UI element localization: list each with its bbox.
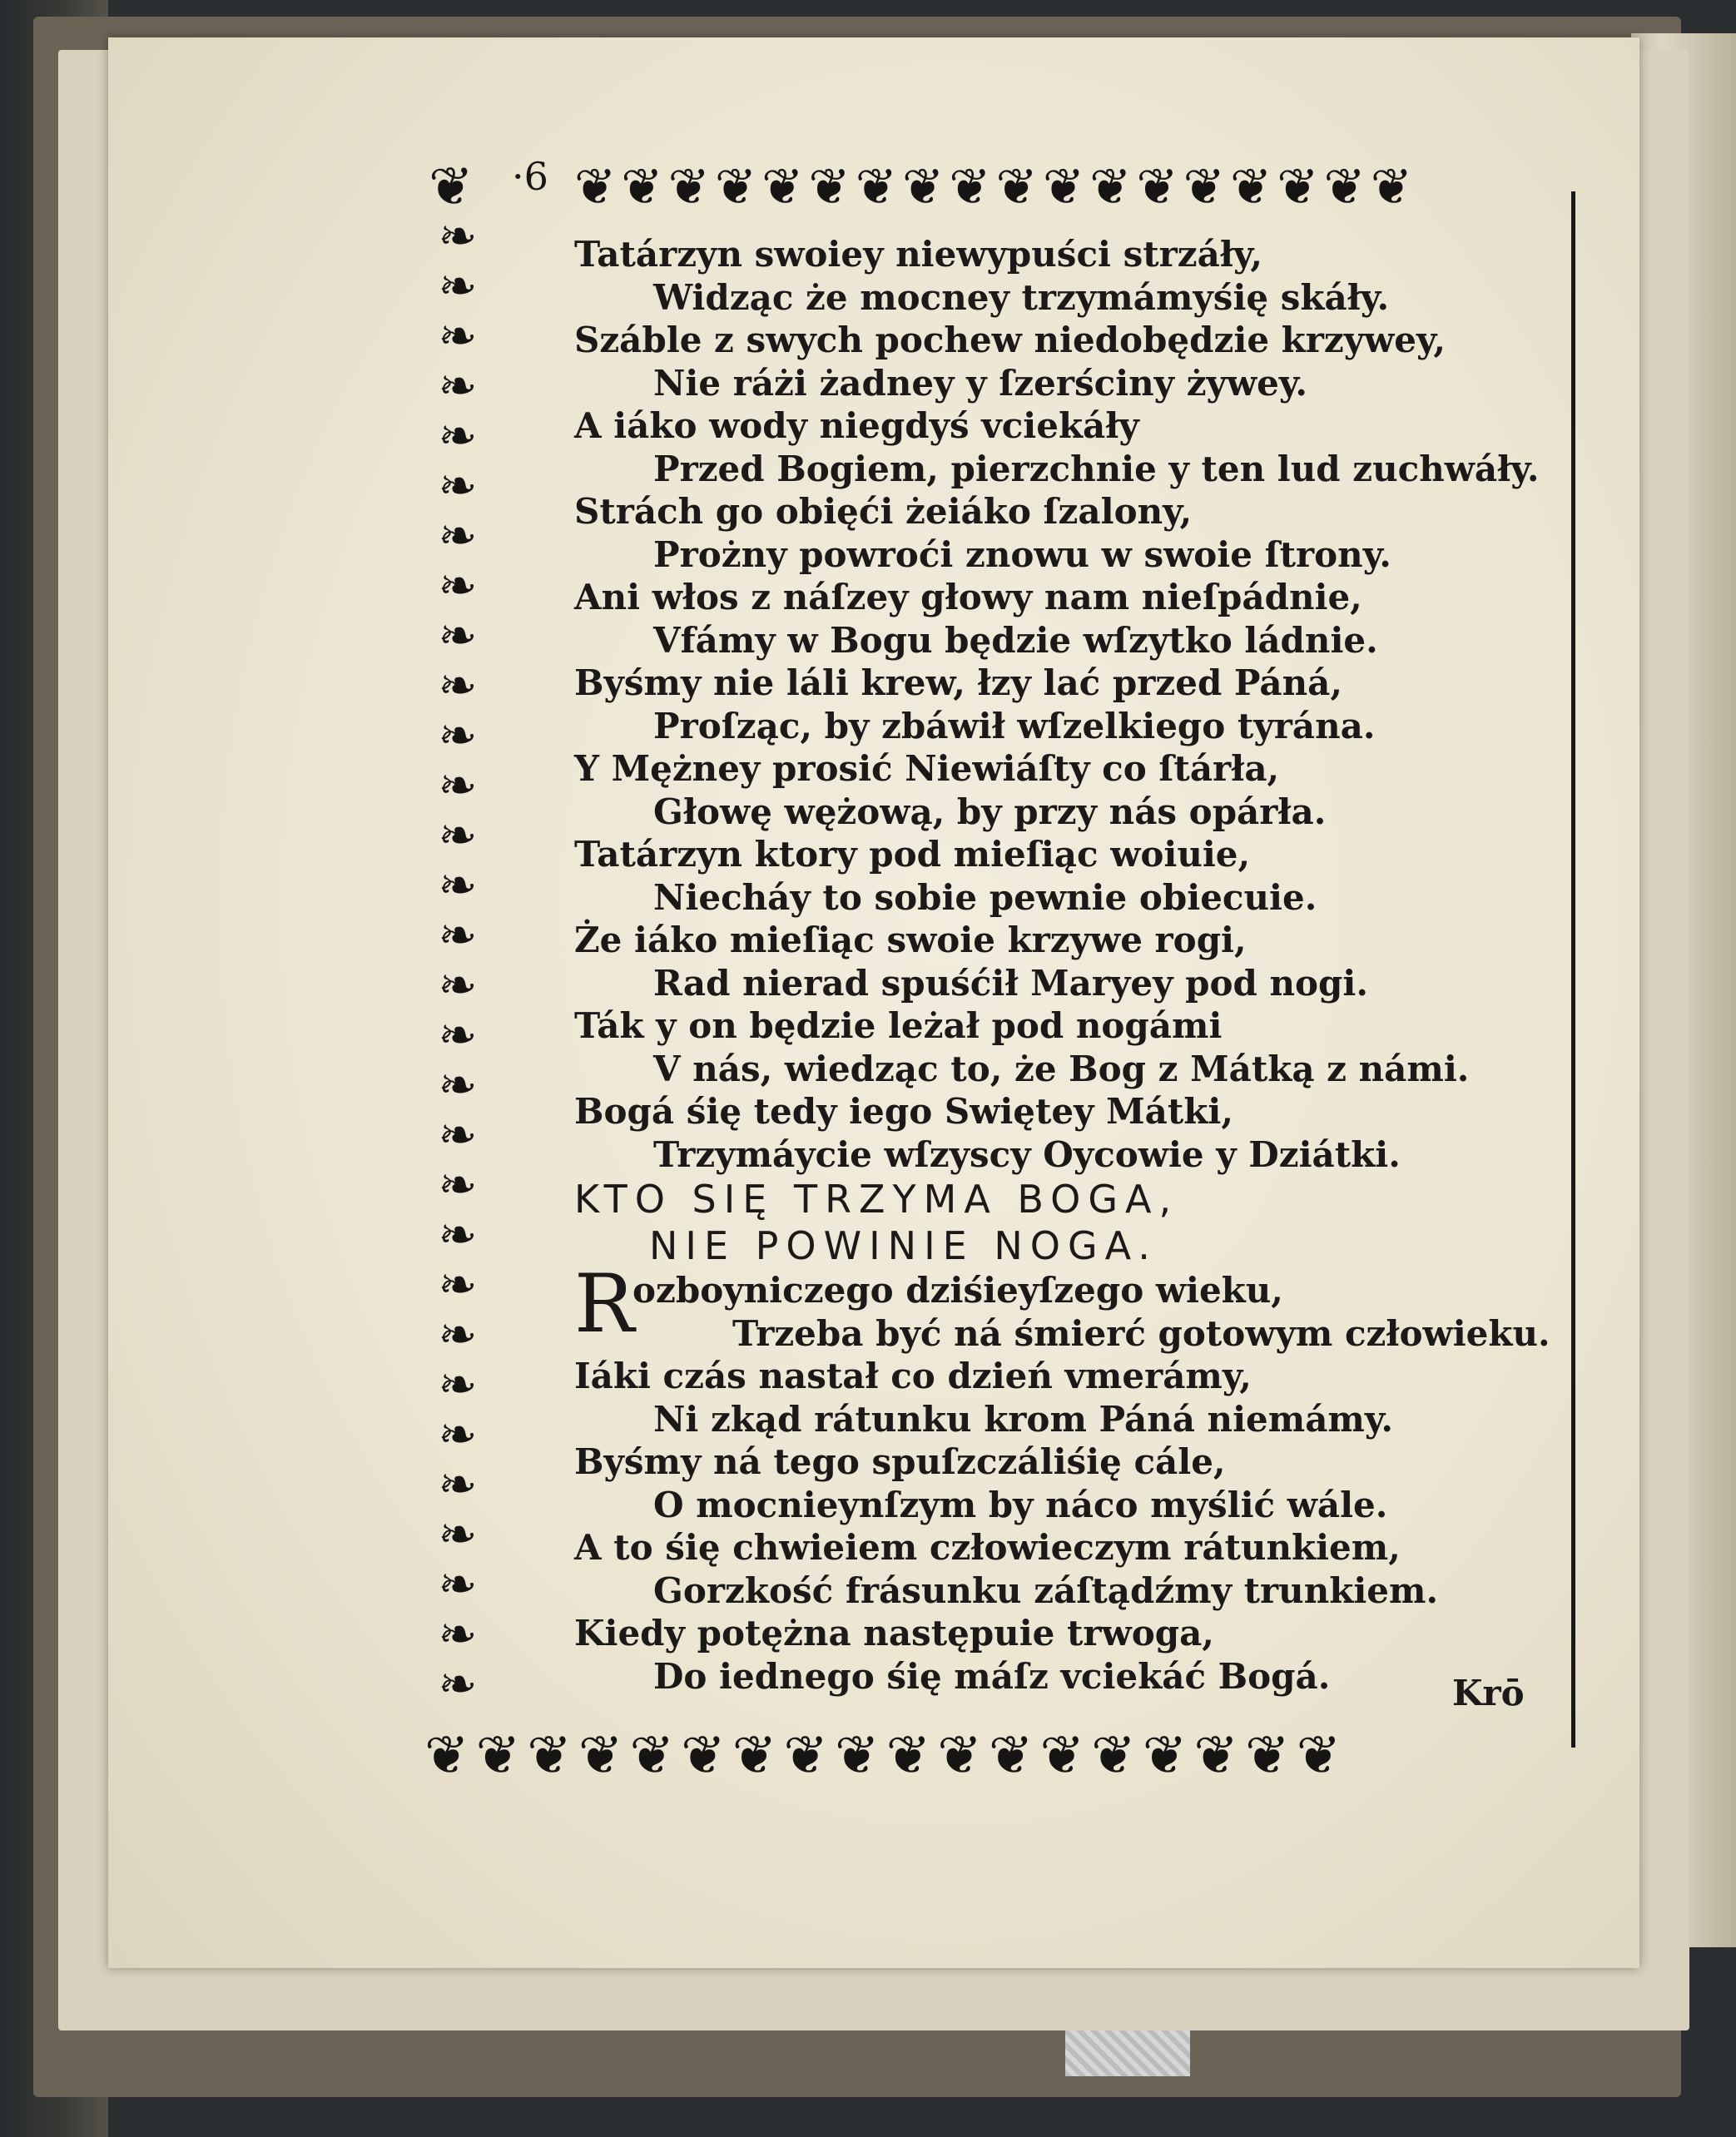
fleuron-ornament: ❦ [621, 158, 668, 216]
fleuron-ornament: ❧ [438, 809, 478, 863]
repair-tape [1065, 2030, 1190, 2076]
fleuron-ornament: ❧ [438, 1558, 478, 1612]
fleuron-ornament: ❦ [949, 158, 996, 216]
fleuron-ornament: ❧ [438, 659, 478, 713]
fleuron-ornament: ❦ [714, 158, 762, 216]
left-ornamental-border [420, 212, 495, 1702]
fleuron-ornament: ❧ [438, 559, 478, 613]
fleuron-ornament: ❦ [667, 158, 715, 216]
fleuron-ornament: ❧ [438, 759, 478, 813]
fleuron-ornament: ❦ [1183, 158, 1230, 216]
corner-ornament-glyph: ❦ [429, 156, 474, 218]
fleuron-ornament: ❦ [1193, 1725, 1245, 1787]
verse-line: A iáko wody niegdyś vciekáły [574, 405, 1139, 446]
fleuron-ornament: ❧ [438, 359, 478, 414]
verse-line: Ani włos z náſzey głowy nam nieſpádnie, [574, 577, 1362, 617]
verse-line: Przed Bogiem, pierzchnie y ten lud zuchwáły. [653, 448, 1540, 489]
fleuron-ornament: ❧ [438, 959, 478, 1013]
verse-line: Widząc że mocney trzymámyśię skáły. [653, 276, 1390, 318]
verse-line: O mocnieynſzym by náco myślić wále. [653, 1484, 1388, 1525]
verse-line: Byśmy ná tego spuſzczáliśię cále, [574, 1441, 1226, 1482]
fleuron-ornament: ❦ [629, 1725, 682, 1787]
fleuron-ornament: ❦ [783, 1725, 835, 1787]
verse-line: Ni zkąd rátunku krom Páná niemámy. [653, 1398, 1394, 1440]
fleuron-ornament: ❧ [438, 859, 478, 913]
fleuron-ornament: ❧ [438, 709, 478, 763]
fleuron-ornament: ❦ [885, 1725, 938, 1787]
verse-line: Trzeba być ná śmierć gotowym człowieku. [732, 1312, 1550, 1354]
page-number-value: 6 [523, 154, 548, 199]
verse-line: Niecháy to sobie pewnie obiecuie. [653, 876, 1317, 918]
fleuron-ornament: ❧ [438, 609, 478, 663]
fleuron-ornament: ❦ [681, 1725, 732, 1787]
poem-text-block [574, 233, 1565, 1698]
verse-line: Trzymáycie wſzyscy Oycowie y Dziátki. [653, 1133, 1401, 1175]
fleuron-ornament: ❧ [438, 459, 478, 513]
corner-ornament [429, 158, 474, 216]
fleuron-ornament: ❦ [1042, 158, 1090, 216]
verse-line: Że iáko mieſiąc swoie krzywe rogi, [574, 920, 1247, 960]
fleuron-ornament: ❦ [1229, 158, 1277, 216]
fleuron-ornament: ❧ [438, 509, 478, 563]
fleuron-ornament: ❧ [438, 1009, 478, 1063]
fleuron-ornament: ❧ [438, 1258, 478, 1312]
fleuron-ornament: ❧ [438, 1608, 478, 1662]
fleuron-ornament: ❦ [1039, 1725, 1092, 1787]
fleuron-ornament: ❦ [1277, 158, 1324, 216]
fleuron-ornament: ❦ [855, 158, 902, 216]
fleuron-ornament: ❦ [995, 158, 1043, 216]
verse-line: Száble z swych pochew niedobędzie krzywey, [574, 320, 1446, 360]
verse-line: Byśmy nie láli krew, łzy lać przed Páná, [574, 662, 1342, 703]
top-ornamental-border [574, 158, 1573, 216]
bottom-ornamental-border [424, 1723, 1577, 1789]
fleuron-ornament: ❦ [988, 1725, 1040, 1787]
verse-line: Strách go obięći żeiáko ſzalony, [574, 491, 1193, 532]
fleuron-ornament: ❦ [1089, 158, 1137, 216]
verse-line: Tatárzyn ktory pod mieſiąc woiuie, [574, 834, 1251, 875]
fleuron-ornament: ❦ [732, 1725, 784, 1787]
verse-line: Nie ráżi żadney y ſzerściny żywey. [653, 362, 1308, 404]
verse-line: Y Mężney prosić Niewiáſty co ſtárła, [574, 748, 1280, 789]
drop-cap-initial: R [574, 1257, 635, 1351]
fleuron-ornament: ❦ [475, 1725, 528, 1787]
fleuron-ornament: ❦ [761, 158, 809, 216]
fleuron-ornament: ❦ [808, 158, 856, 216]
fleuron-ornament: ❦ [1323, 158, 1371, 216]
section-heading-line-2: NIE POWINIE NOGA. [649, 1223, 1158, 1268]
verse-line: A to śię chwieiem człowieczym rátunkiem, [574, 1527, 1401, 1568]
fleuron-ornament: ❦ [901, 158, 950, 216]
fleuron-ornament: ❦ [1142, 1725, 1194, 1787]
fleuron-ornament: ❧ [438, 909, 478, 963]
verse-line: Bogá śię tedy iego Swiętey Mátki, [574, 1091, 1233, 1132]
fleuron-ornament: ❧ [438, 409, 478, 464]
verse-line: Iáki czás nastał co dzień vmerámy, [574, 1356, 1252, 1396]
verse-line: Głowę wężową, by przy nás opárła. [653, 791, 1327, 832]
verse-line: Proſząc, by zbáwił wſzelkiego tyrána. [653, 705, 1376, 746]
catchword: Krō [1452, 1673, 1525, 1713]
fleuron-ornament: ❦ [574, 158, 622, 216]
fleuron-ornament: ❦ [937, 1725, 989, 1787]
verse-line-text: ozboyniczego dziśieyſzego wieku, [632, 1270, 1283, 1311]
fleuron-ornament: ❧ [438, 310, 478, 364]
fleuron-ornament: ❦ [1091, 1725, 1143, 1787]
fleuron-ornament: ❧ [438, 1108, 478, 1163]
verse-line: Do iednego śię máſz vciekáć Bogá. [653, 1655, 1331, 1697]
fleuron-ornament: ❧ [438, 1408, 478, 1462]
fleuron-ornament: ❧ [438, 1658, 478, 1702]
fleuron-ornament: ❦ [1296, 1725, 1348, 1787]
verse-line: Vfámy w Bogu będzie wſzytko ládnie. [653, 619, 1378, 661]
fleuron-ornament: ❦ [1245, 1725, 1297, 1787]
fleuron-ornament: ❧ [438, 1308, 478, 1362]
verse-line: Kiedy potężna następuie trwoga, [574, 1613, 1214, 1654]
page-number: ·6 [512, 154, 548, 199]
section-heading-line-1: KTO SIĘ TRZYMA BOGA, [574, 1177, 1179, 1222]
fleuron-ornament: ❧ [438, 1508, 478, 1562]
fleuron-ornament: ❦ [1136, 158, 1183, 216]
fleuron-ornament: ❦ [835, 1725, 886, 1787]
verse-line: Gorzkość frásunku záſtądźmy trunkiem. [653, 1569, 1439, 1611]
fleuron-ornament: ❦ [424, 1725, 476, 1787]
fleuron-ornament: ❧ [438, 1158, 478, 1212]
right-border-rule [1571, 191, 1575, 1748]
fleuron-ornament: ❧ [438, 1358, 478, 1412]
fleuron-ornament: ❧ [438, 1059, 478, 1113]
fleuron-ornament: ❧ [438, 1208, 478, 1262]
fleuron-ornament: ❦ [1370, 158, 1418, 216]
fleuron-ornament: ❧ [438, 260, 478, 314]
verse-line: Rad nierad spuśćił Maryey pod nogi. [653, 962, 1368, 1004]
fleuron-ornament: ❦ [578, 1725, 630, 1787]
verse-line: Prożny powroći znowu w swoie ſtrony. [653, 533, 1391, 575]
verse-line: Ták y on będzie leżał pod nogámi [574, 1005, 1223, 1046]
fleuron-ornament: ❧ [438, 212, 478, 264]
verse-line: V nás, wiedząc to, że Bog z Mátką z námi. [653, 1048, 1470, 1089]
verse-line: Tatárzyn swoiey niewypuści strzáły, [574, 234, 1262, 275]
fleuron-ornament: ❦ [527, 1725, 578, 1787]
fleuron-ornament: ❧ [438, 1458, 478, 1512]
